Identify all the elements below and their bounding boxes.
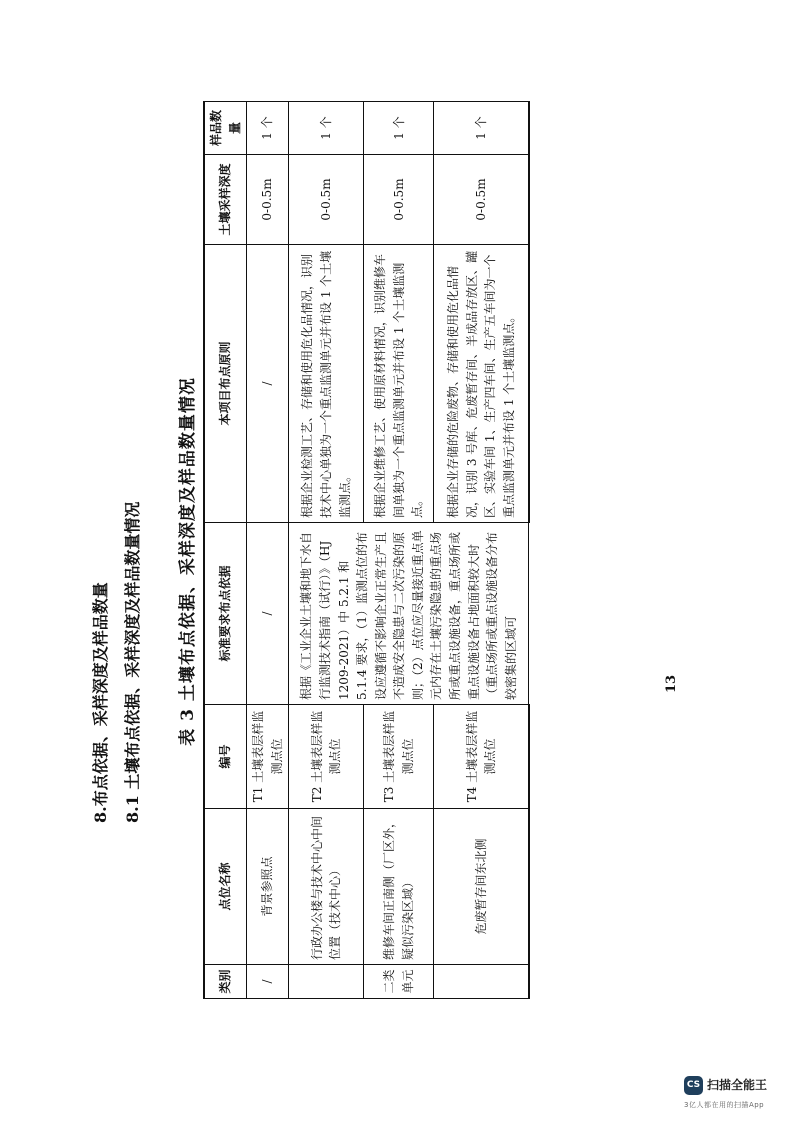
cell-point-name: 背景参照点 <box>247 809 289 965</box>
cell-category <box>289 965 364 999</box>
table-row <box>289 102 364 999</box>
cell-principle: 根据企业维修工艺、使用原材料情况，识别维修车间单独为一个重点监测单元并布设 1 个土壤监测点。 <box>364 245 434 523</box>
cell-depth: 0-0.5m <box>289 155 364 245</box>
cell-category: 二类单元 <box>364 965 434 999</box>
cell-principle: 根据企业检测工艺、存储和使用危化品情况，识别技术中心单独为一个重点监测单元并布设 1 个土壤监测点。 <box>289 245 364 523</box>
cell-code: T1 土壤表层样监测点位 <box>247 705 289 809</box>
page-number: 13 <box>664 674 679 693</box>
cell-point-name: 维修车间正南侧（厂区外，疑似污染区域） <box>364 809 434 965</box>
cell-depth: 0-0.5m <box>434 155 529 245</box>
cell-principle: 根据企业存储的危险废物、存储和使用危化品情况，识别 3 号库、危废暂存间、半成品存放区、罐区、实验车间 1、生产四车间、生产五车间为一个重点监测单元并布设 1 个土壤监测点。 <box>434 245 529 523</box>
header-count: 样品数量 <box>204 102 247 155</box>
soil-sampling-table <box>203 101 530 999</box>
cell-code: T4 土壤表层样监测点位 <box>434 705 529 809</box>
cell-depth: 0-0.5m <box>247 155 289 245</box>
cell-code: T3 土壤表层样监测点位 <box>364 705 434 809</box>
header-code: 编号 <box>204 705 247 809</box>
cell-count: 1 个 <box>364 102 434 155</box>
table-header-row <box>204 102 247 999</box>
cell-standard-basis: 根据《工业企业土壤和地下水自行监测技术指南（试行）》（HJ 1209-2021）中 5.2.1 和 5.1.4 要求，（1）监测点位的布设应遵循不影响企业正常生产且不造成安全隐患与二次污染的原则；（2）点位应尽量接近重点单元内存在土壤污染隐患的重点场所或重点设施设备，重点场所或重点设施设备占地面积较大时（重点场所或重点设施设备分布较密集的区域可 <box>289 523 529 705</box>
header-principle: 本项目布点原则 <box>204 245 247 523</box>
cell-principle: / <box>247 245 289 523</box>
cell-count: 1 个 <box>434 102 529 155</box>
cell-point-name: 行政办公楼与技术中心中间位置（技术中心） <box>289 809 364 965</box>
watermark-app-name: 扫描全能王 <box>707 1078 768 1092</box>
cell-code: T2 土壤表层样监测点位 <box>289 705 364 809</box>
section-heading-8-1: 8.1 土壤布点依据、采样深度及样品数量情况 <box>123 501 142 823</box>
cell-depth: 0-0.5m <box>364 155 434 245</box>
section-heading-8: 8.布点依据、采样深度及样品数量 <box>91 582 110 823</box>
cell-category <box>434 965 529 999</box>
header-depth: 土壤采样深度 <box>204 155 247 245</box>
cell-count: 1 个 <box>289 102 364 155</box>
watermark-tagline: 3亿人都在用的扫描App <box>684 1101 765 1109</box>
table-caption: 表 3 土壤布点依据、采样深度及样品数量情况 <box>178 377 198 746</box>
camscanner-logo-icon: CS <box>684 1076 703 1095</box>
cell-count: 1 个 <box>247 102 289 155</box>
cell-point-name: 危废暂存间东北侧 <box>434 809 529 965</box>
header-category: 类别 <box>204 965 247 999</box>
header-standard-basis: 标准要求布点依据 <box>204 523 247 705</box>
scanner-watermark <box>684 1074 784 1114</box>
header-point-name: 点位名称 <box>204 809 247 965</box>
cell-standard-basis: / <box>247 523 289 705</box>
table-row <box>247 102 289 999</box>
cell-category: / <box>247 965 289 999</box>
